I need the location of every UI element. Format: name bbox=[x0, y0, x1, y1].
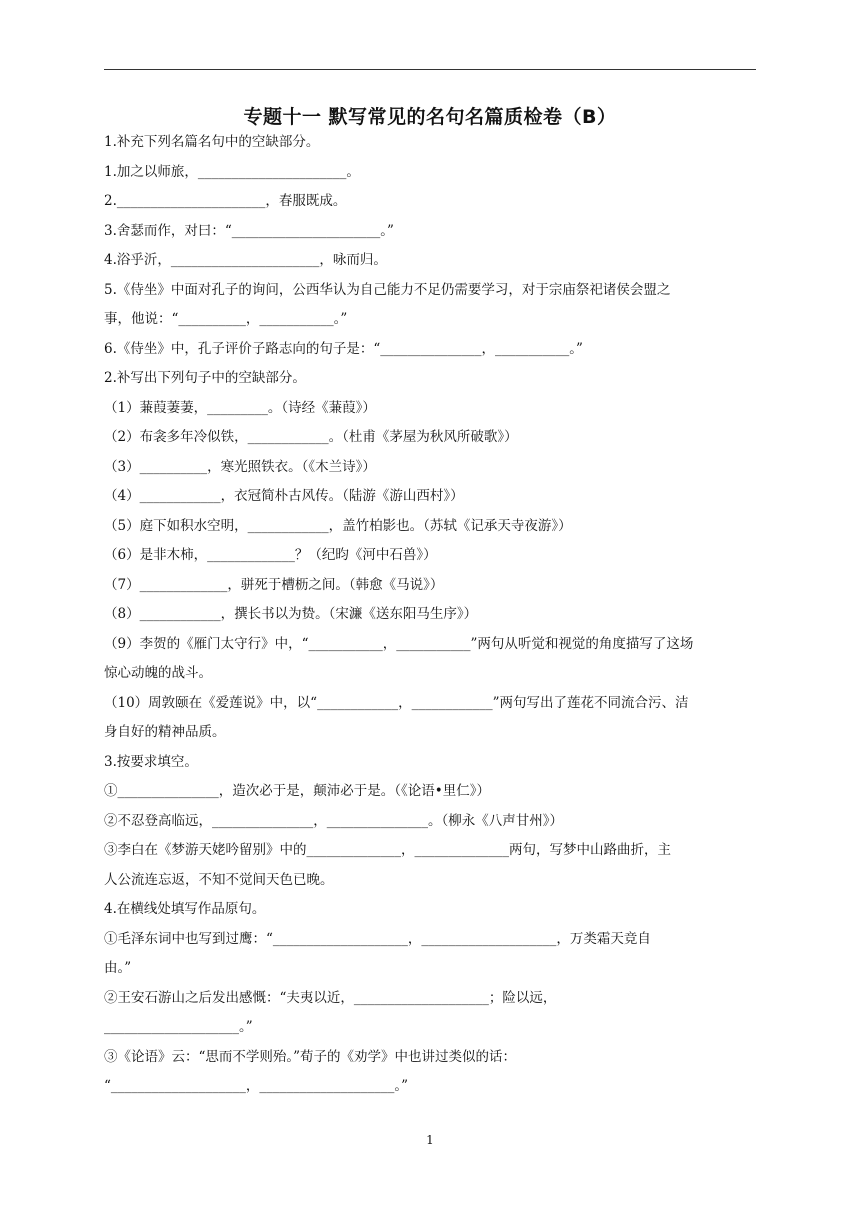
question-line: 1.加之以师旅，______________________。 bbox=[104, 163, 360, 180]
header-rule bbox=[104, 69, 756, 70]
question-line: ____________________。” bbox=[104, 1019, 253, 1035]
question-line: ②王安石游山之后发出感慨：“夫夷以近，____________________；险以远， bbox=[104, 989, 557, 1006]
page-title: 专题十一 默写常见的名句名篇质检卷（B） bbox=[243, 106, 617, 128]
document-body bbox=[104, 128, 760, 1102]
question-line: “____________________，____________________。” bbox=[104, 1078, 409, 1094]
question-line: （6）是非木柿，_____________？（纪昀《河中石兽》） bbox=[104, 547, 437, 563]
question-line: 4.浴乎沂，______________________，咏而归。 bbox=[104, 252, 387, 268]
question-line: ③李白在《梦游天姥吟留别》中的______________，______________两句，写梦中山路曲折，主 bbox=[104, 842, 671, 858]
question-line: 人公流连忘返，不知不觉间天色已晚。 bbox=[104, 871, 334, 888]
question-line: 5.《侍坐》中面对孔子的询问，公西华认为自己能力不足仍需要学习，对于宗庙祭祀诸侯会盟之 bbox=[104, 281, 671, 298]
question-line: 6.《侍坐》中，孔子评价子路志向的句子是：“_______________，___________。” bbox=[104, 340, 583, 357]
question-line: 身自好的精神品质。 bbox=[104, 724, 226, 740]
question-line: ③《论语》云：“思而不学则殆。”荀子的《劝学》中也讲过类似的话： bbox=[104, 1048, 517, 1065]
question-line: （2）布衾多年冷似铁，____________。（杜甫《茅屋为秋风所破歌》） bbox=[104, 429, 518, 445]
question-line: （10）周敦颐在《爱莲说》中，以“____________，____________”两句写出了莲花不同流合污、洁 bbox=[104, 694, 689, 711]
question-line: （9）李贺的《雁门太守行》中，“___________，___________”两句从听觉和视觉的角度描写了这场 bbox=[104, 635, 694, 652]
section-2-heading: 2.补写出下列句子中的空缺部分。 bbox=[104, 370, 306, 386]
question-line: ①毛泽东词中也写到过鹰：“____________________，____________________，万类霜天竞自 bbox=[104, 930, 651, 947]
question-line: （8）____________，撰长书以为贽。（宋濂《送东阳马生序》） bbox=[104, 606, 478, 622]
section-4-heading: 4.在横线处填写作品原句。 bbox=[104, 901, 266, 917]
question-line: ②不忍登高临远，_______________，_______________。（柳永《八声甘州》） bbox=[104, 812, 563, 829]
question-line: （7）_____________，骈死于槽枥之间。（韩愈《马说》） bbox=[104, 576, 444, 593]
question-line: （5）庭下如积水空明，____________，盖竹柏影也。（苏轼《记承天寺夜游》） bbox=[104, 517, 572, 534]
question-line: 惊心动魄的战斗。 bbox=[104, 665, 212, 681]
section-1-heading: 1.补充下列名篇名句中的空缺部分。 bbox=[104, 134, 320, 150]
question-line: 2.______________________，春服既成。 bbox=[104, 193, 347, 209]
question-line: （3）__________，寒光照铁衣。（《木兰诗》） bbox=[104, 458, 376, 475]
question-line: 3.舍瑟而作，对曰：“______________________。” bbox=[104, 222, 394, 239]
question-line: ①_______________，造次必于是，颠沛必于是。（《论语•里仁》） bbox=[104, 783, 490, 799]
page-number: 1 bbox=[426, 1133, 434, 1147]
question-line: （1）蒹葭萋萋，_________。（诗经《蒹葭》） bbox=[104, 399, 376, 416]
question-line: （4）____________，衣冠简朴古风传。（陆游《游山西村》） bbox=[104, 488, 464, 504]
question-line: 由。” bbox=[104, 960, 132, 976]
section-3-heading: 3.按要求填空。 bbox=[104, 753, 198, 770]
question-line: 事，他说：“__________，___________。” bbox=[104, 311, 348, 327]
